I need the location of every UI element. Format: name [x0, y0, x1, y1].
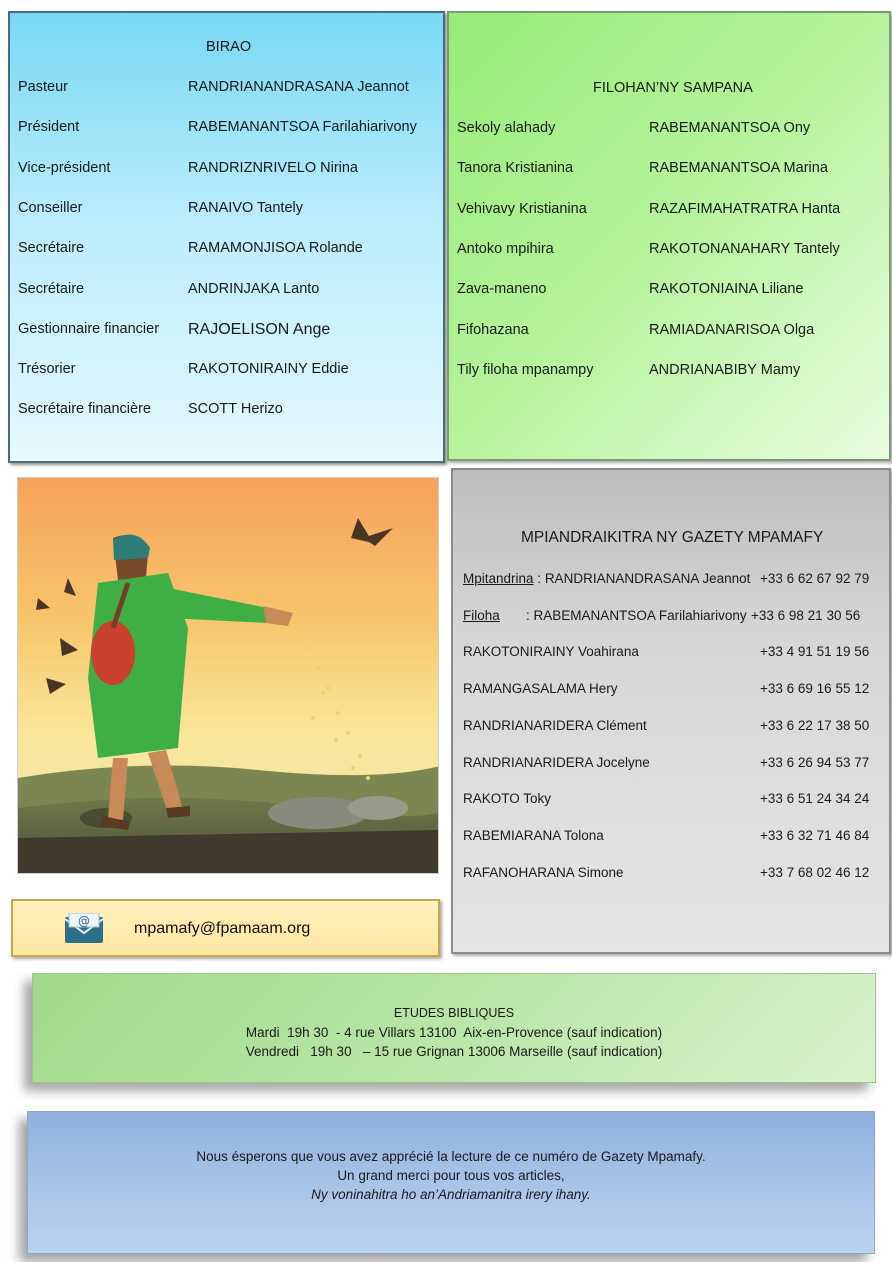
- gazety-row-sep: :: [499, 607, 534, 623]
- gazety-row-name: RAKOTO Toky: [463, 791, 552, 807]
- birao-panel: [8, 11, 445, 463]
- birao-title: BIRAO: [206, 39, 252, 55]
- sampana-row-name: RAKOTONIAINA Liliane: [649, 281, 804, 298]
- birao-row-name: RANDRIANANDRASANA Jeannot: [188, 79, 409, 95]
- email-icon: [64, 913, 104, 945]
- sampana-row-name: RAMIADANARISOA Olga: [649, 321, 815, 338]
- gazety-row-phone: +33 6 51 24 34 24: [760, 791, 870, 807]
- gazety-row: [463, 828, 604, 843]
- gazety-row-phone: +33 7 68 02 46 12: [760, 864, 870, 880]
- etudes-line-mardi: Mardi 19h 30 - 4 rue Villars 13100 Aix-en-Provence (sauf indication): [245, 1025, 663, 1040]
- birao-row-role: Vice-président: [18, 159, 111, 176]
- gazety-row-phone: +33 6 26 94 53 77: [760, 754, 870, 770]
- birao-row-role: Gestionnaire financier: [18, 320, 160, 337]
- birao-row-role: Président: [18, 119, 80, 136]
- email-link[interactable]: mpamafy@fpamaam.org: [134, 920, 311, 937]
- birao-row-role: Trésorier: [18, 361, 76, 378]
- gazety-row: [463, 718, 647, 733]
- birao-row-name: RANDRIZNRIVELO Nirina: [188, 159, 358, 176]
- gazety-row-name: RABEMANANTSOA Farilahiarivony: [533, 607, 747, 623]
- birao-row-role: Secrétaire: [18, 240, 85, 257]
- sampana-row-role: Tily filoha mpanampy: [457, 361, 594, 378]
- birao-row-name: RANAIVO Tantely: [188, 199, 303, 216]
- sampana-row-name: RABEMANANTSOA Ony: [649, 120, 811, 136]
- sampana-row-name: ANDRIANABIBY Mamy: [649, 361, 801, 378]
- birao-row-name: RAJOELISON Ange: [188, 320, 331, 338]
- gazety-row-phone: +33 6 62 67 92 79: [760, 571, 870, 586]
- gazety-row: [463, 755, 650, 770]
- birao-row-name: SCOTT Herizo: [188, 401, 283, 418]
- merci-panel: [27, 1111, 875, 1254]
- gazety-row-phone: +33 6 32 71 46 84: [760, 827, 870, 843]
- gazety-row-sep: :: [533, 571, 545, 586]
- sampana-row-role: Zava-maneno: [457, 281, 547, 298]
- gazety-row-name: RAKOTONIRAINY Voahirana: [463, 644, 639, 660]
- sampana-row-role: Tanora Kristianina: [457, 160, 574, 177]
- gazety-row: [463, 681, 618, 696]
- gazety-row-phone: +33 6 69 16 55 12: [760, 681, 870, 697]
- etudes-bibliques-panel: [32, 973, 876, 1083]
- gazety-row-name: RAMANGASALAMA Hery: [463, 681, 618, 697]
- merci-line-1: Nous ésperons que vous avez apprécié la lecture de ce numéro de Gazety Mpamafy.: [196, 1149, 706, 1164]
- gazety-row-name: RABEMIARANA Tolona: [463, 827, 604, 843]
- etudes-line-vendredi: Vendredi 19h 30 – 15 rue Grignan 13006 Marseille (sauf indication): [245, 1044, 663, 1059]
- gazety-row: [463, 571, 750, 586]
- sampana-row-name: RABEMANANTSOA Marina: [649, 160, 828, 177]
- sampana-row-role: Antoko mpihira: [457, 240, 554, 257]
- birao-row-role: Pasteur: [18, 79, 68, 95]
- sower-illustration: [17, 477, 439, 874]
- birao-row-role: Secrétaire financière: [18, 401, 151, 418]
- gazety-row-label: Filoha: [463, 607, 500, 623]
- gazety-row-name: RANDRIANANDRASANA Jeannot: [544, 571, 751, 586]
- sampana-row-role: Sekoly alahady: [457, 120, 556, 136]
- sower-image: [18, 478, 439, 874]
- email-banner: [11, 899, 440, 957]
- birao-row-name: RABEMANANTSOA Farilahiarivony: [188, 119, 417, 136]
- birao-row-name: RAMAMONJISOA Rolande: [188, 240, 363, 257]
- gazety-row-phone: +33 6 98 21 30 56: [751, 607, 861, 623]
- sampana-row-role: Vehivavy Kristianina: [457, 200, 587, 217]
- gazety-row-phone: +33 6 22 17 38 50: [760, 717, 870, 733]
- gazety-row-name: RANDRIANARIDERA Jocelyne: [463, 754, 650, 770]
- sampana-panel: [447, 11, 891, 461]
- gazety-panel: [451, 468, 891, 954]
- gazety-row-phone: +33 4 91 51 19 56: [760, 644, 870, 660]
- gazety-row: [463, 791, 551, 806]
- gazety-row: [463, 608, 747, 623]
- gazety-row-label: Mpitandrina: [463, 571, 534, 586]
- gazety-row-name: RANDRIANARIDERA Clément: [463, 717, 647, 733]
- gazety-title: MPIANDRAIKITRA NY GAZETY MPAMAFY: [521, 529, 824, 546]
- sampana-row-role: Fifohazana: [457, 321, 529, 338]
- etudes-title: ETUDES BIBLIQUES: [393, 1006, 515, 1020]
- merci-line-2: Un grand merci pour tous vos articles,: [337, 1168, 565, 1183]
- gazety-row-name: RAFANOHARANA Simone: [463, 864, 624, 880]
- birao-row-role: Conseiller: [18, 199, 83, 216]
- sampana-row-name: RAKOTONANAHARY Tantely: [649, 240, 840, 257]
- birao-row-name: ANDRINJAKA Lanto: [188, 280, 320, 297]
- merci-line-3: Ny voninahitra ho an’Andriamanitra irery ihany.: [311, 1187, 591, 1202]
- svg-text:@: @: [78, 914, 90, 928]
- birao-row-name: RAKOTONIRAINY Eddie: [188, 361, 349, 378]
- gazety-row: [463, 644, 639, 659]
- birao-row-role: Secrétaire: [18, 280, 85, 297]
- sampana-row-name: RAZAFIMAHATRATRA Hanta: [649, 200, 841, 217]
- sampana-title: FILOHAN’NY SAMPANA: [593, 80, 753, 96]
- gazety-row: [463, 865, 624, 880]
